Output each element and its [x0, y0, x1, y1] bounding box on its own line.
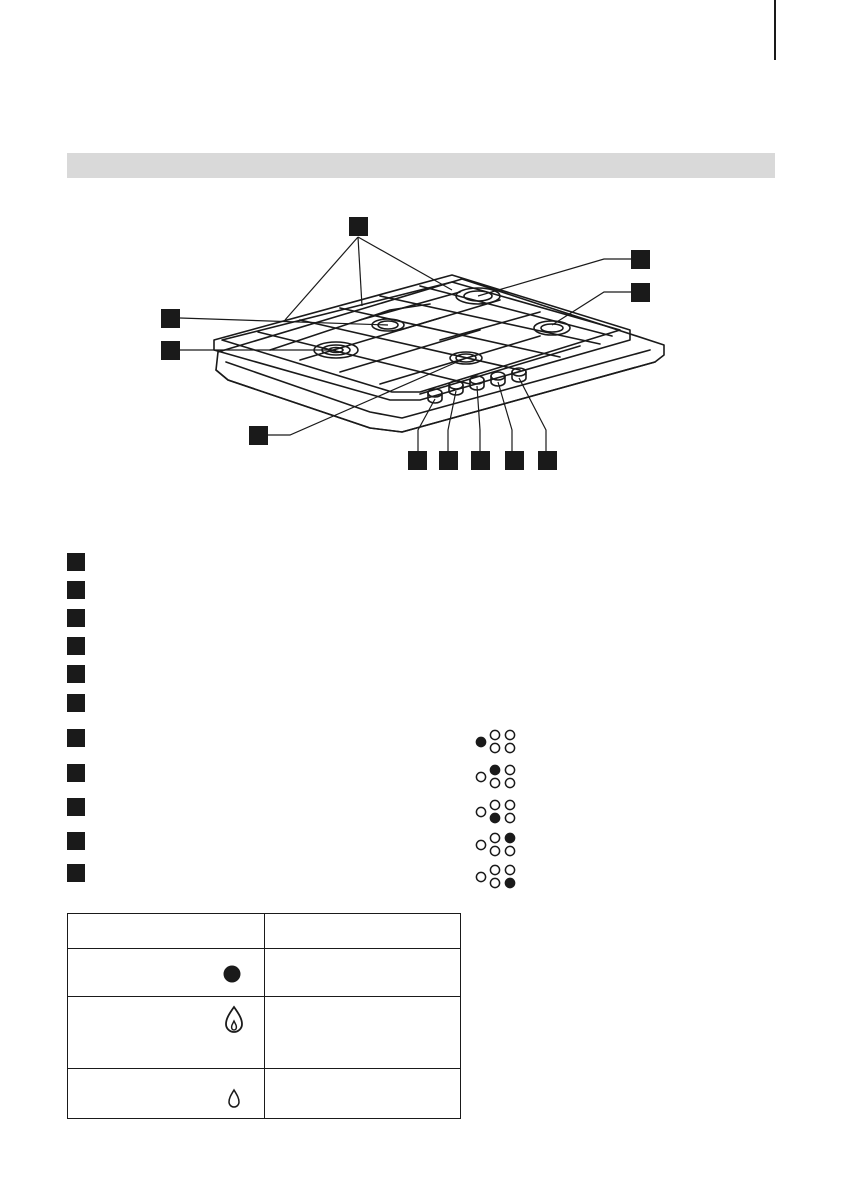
- knob-position-symbol: [476, 865, 514, 887]
- empty-dot-icon: [505, 846, 514, 855]
- empty-dot-icon: [505, 813, 514, 822]
- heat-row-off: [68, 949, 265, 997]
- heat-row-max: [68, 997, 265, 1069]
- heat-row-min: [68, 1069, 265, 1119]
- callout-11: [538, 451, 557, 470]
- legend-item-2: [67, 581, 85, 599]
- legend-item-4: [67, 637, 85, 655]
- empty-dot-icon: [505, 730, 514, 739]
- knob-position-symbol: [476, 833, 514, 855]
- legend-item-8: [67, 764, 85, 782]
- legend-item-3: [67, 609, 85, 627]
- empty-dot-icon: [505, 800, 514, 809]
- empty-dot-icon: [476, 807, 485, 816]
- empty-dot-icon: [490, 833, 499, 842]
- callout-3: [631, 283, 650, 302]
- filled-dot-icon: [505, 833, 514, 842]
- callout-5: [161, 341, 180, 360]
- empty-dot-icon: [505, 765, 514, 774]
- knob-position-symbol: [476, 800, 514, 822]
- callout-6: [249, 426, 268, 445]
- empty-dot-icon: [476, 872, 485, 881]
- hob-body: [216, 279, 664, 432]
- empty-dot-icon: [476, 772, 485, 781]
- legend-item-6: [67, 694, 85, 712]
- callout-8: [439, 451, 458, 470]
- empty-dot-icon: [490, 730, 499, 739]
- legend-item-10: [67, 832, 85, 850]
- knob-symbols: [470, 725, 530, 895]
- empty-dot-icon: [490, 865, 499, 874]
- callout-1: [349, 217, 368, 236]
- callout-4: [161, 309, 180, 328]
- full-dot-icon: [221, 963, 243, 985]
- knob-position-symbol: [476, 765, 514, 787]
- filled-dot-icon: [490, 813, 499, 822]
- callout-2: [631, 250, 650, 269]
- cooktop-diagram: [0, 0, 842, 500]
- heat-table-header-symbol: [68, 914, 265, 949]
- empty-dot-icon: [476, 840, 485, 849]
- empty-dot-icon: [505, 743, 514, 752]
- filled-dot-icon: [490, 765, 499, 774]
- callout-10: [505, 451, 524, 470]
- small-flame-icon: [226, 1088, 242, 1110]
- knob-position-symbol: [476, 730, 514, 752]
- empty-dot-icon: [505, 778, 514, 787]
- empty-dot-icon: [490, 846, 499, 855]
- filled-dot-icon: [505, 878, 514, 887]
- legend-item-1: [67, 553, 85, 571]
- filled-dot-icon: [476, 737, 485, 746]
- legend-item-7: [67, 729, 85, 747]
- empty-dot-icon: [490, 743, 499, 752]
- legend-item-11: [67, 864, 85, 882]
- heat-setting-table: [67, 913, 461, 1119]
- empty-dot-icon: [490, 800, 499, 809]
- callout-9: [471, 451, 490, 470]
- empty-dot-icon: [505, 865, 514, 874]
- callout-7: [408, 451, 427, 470]
- empty-dot-icon: [490, 878, 499, 887]
- legend-item-9: [67, 798, 85, 816]
- heat-table-header-description: [264, 914, 461, 949]
- empty-dot-icon: [490, 778, 499, 787]
- large-flame-icon: [223, 1005, 245, 1035]
- legend-item-5: [67, 665, 85, 683]
